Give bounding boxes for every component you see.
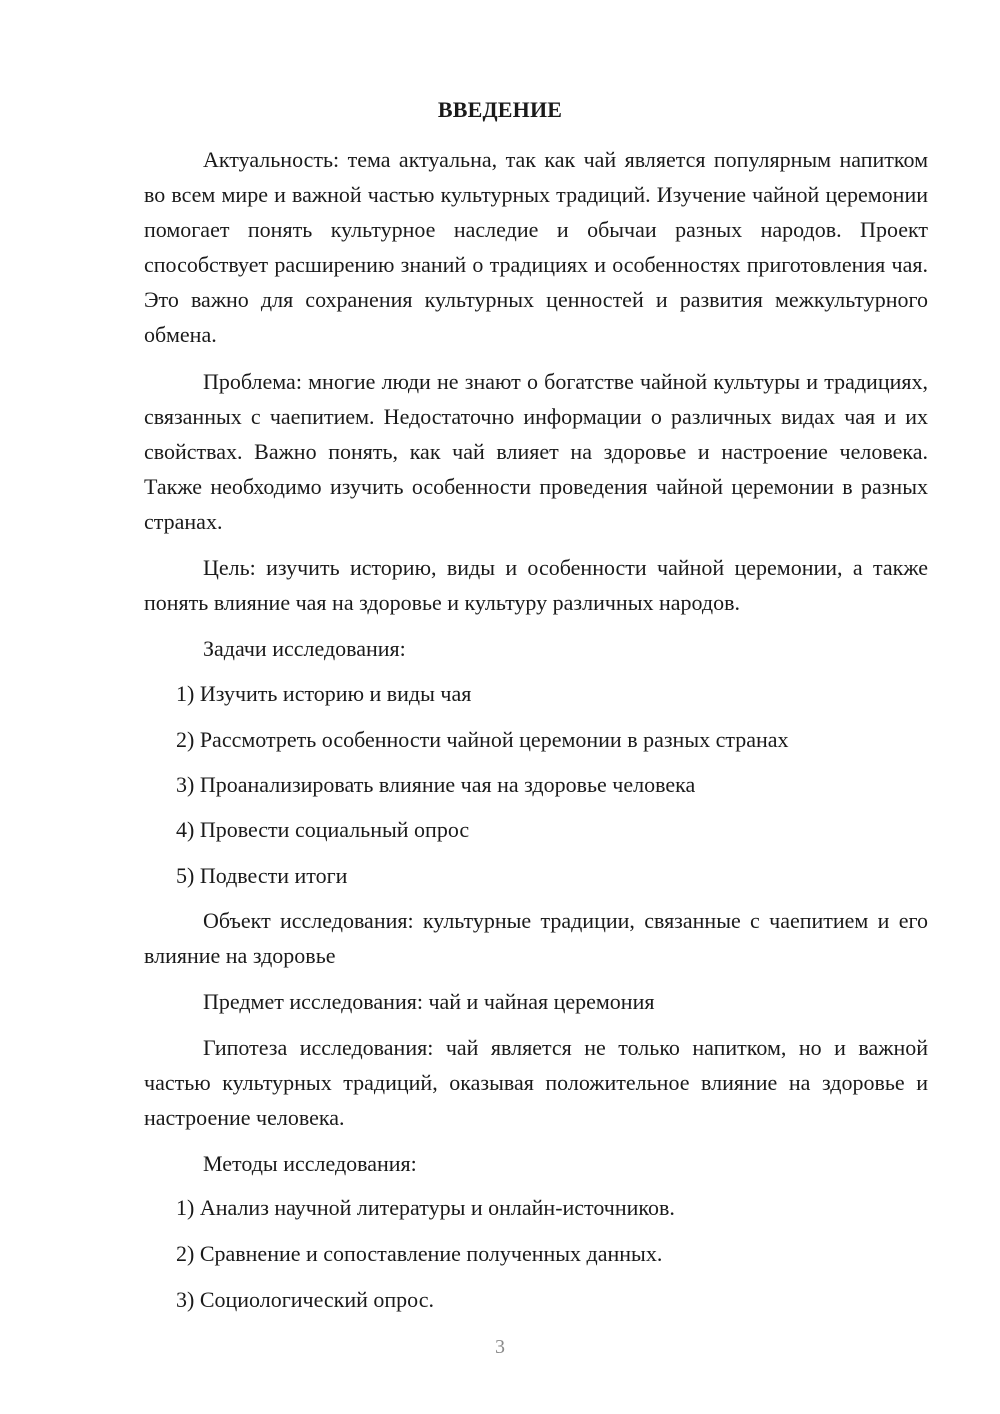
method-item-1: 1) Анализ научной литературы и онлайн-источников. xyxy=(176,1195,675,1220)
task-item-2: 2) Рассмотреть особенности чайной церемонии в разных странах xyxy=(176,727,789,752)
hypothesis-paragraph: Гипотеза исследования: чай является не только напитком, но и важной частью культурных традиций, оказывая положительное влияние на здоровье и настроение человека. xyxy=(144,1035,928,1130)
object-paragraph: Объект исследования: культурные традиции, связанные с чаепитием и его влияние на здоровье xyxy=(144,908,928,968)
method-item-2: 2) Сравнение и сопоставление полученных данных. xyxy=(176,1241,663,1266)
page-title: ВВЕДЕНИЕ xyxy=(437,97,563,122)
relevance-paragraph: Актуальность: тема актуальна, так как чай является популярным напитком во всем мире и важной частью культурных традиций. Изучение чайной церемонии помогает понять культурное наследие и обычаи разных народов. Проект способствует расширению знаний о традициях и особенностях приготовления чая. Это важно для сохранения культурных ценностей и развития межкультурного обмена. xyxy=(144,147,928,347)
task-item-4: 4) Провести социальный опрос xyxy=(176,817,470,842)
methods-title: Методы исследования: xyxy=(203,1151,417,1176)
task-item-1: 1) Изучить историю и виды чая xyxy=(176,681,472,706)
goal-paragraph: Цель: изучить историю, виды и особенности чайной церемонии, а также понять влияние чая на здоровье и культуру различных народов. xyxy=(144,555,928,615)
task-item-3: 3) Проанализировать влияние чая на здоровье человека xyxy=(176,772,696,797)
problem-paragraph: Проблема: многие люди не знают о богатстве чайной культуры и традициях, связанных с чаепитием. Недостаточно информации о различных видах чая и их свойствах. Важно понять, как чай влияет на здоровье и настроение человека. Также необходимо изучить особенности проведения чайной церемонии в разных странах. xyxy=(144,369,928,534)
page-number: 3 xyxy=(495,1336,505,1358)
tasks-title: Задачи исследования: xyxy=(203,636,406,661)
task-item-5: 5) Подвести итоги xyxy=(176,863,348,888)
method-item-3: 3) Социологический опрос. xyxy=(176,1287,434,1312)
subject-paragraph: Предмет исследования: чай и чайная церемония xyxy=(203,989,655,1014)
